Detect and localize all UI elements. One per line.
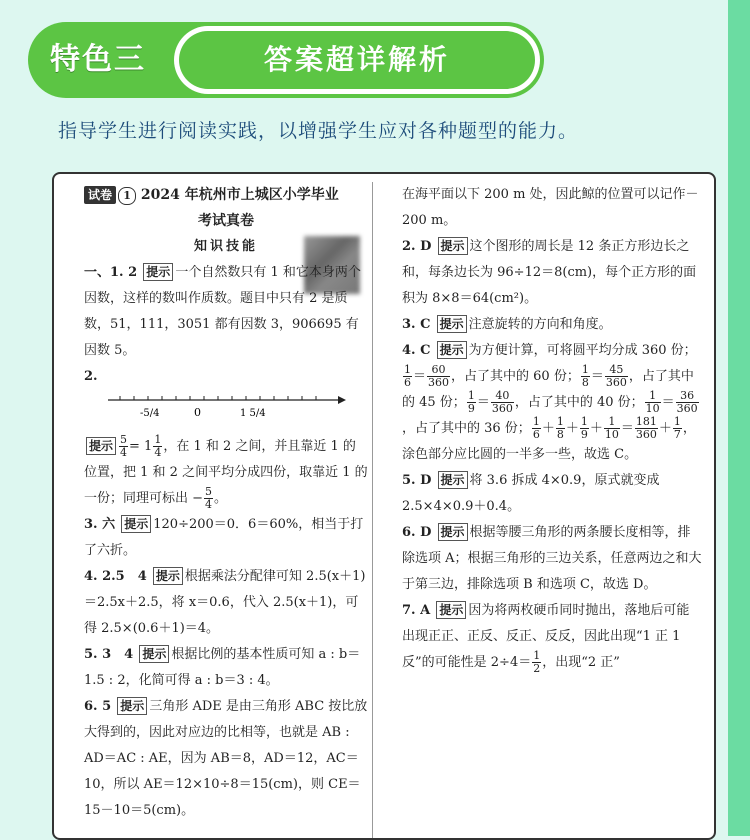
answer-r7 bbox=[402, 598, 702, 676]
q6-text: 三角形 ADE 是由三角形 ABC 按比放大得到的，因此对应边的比相等，也就是 AB : AD＝AC : AE，因为 AB＝8，AD＝12，AC＝10，所以 AE＝12×10÷8＝15(cm)，则 CE＝15－10＝5(cm)。 bbox=[84, 699, 368, 818]
fraction: $\frac{5}{4}$ bbox=[120, 433, 128, 459]
fraction: $\frac{1}{9}$ bbox=[467, 389, 475, 415]
exam-title bbox=[84, 182, 368, 208]
hint-label: 提示 bbox=[153, 567, 183, 585]
hint-label: 提示 bbox=[438, 471, 468, 489]
hint-label: 提示 bbox=[121, 515, 151, 533]
hint-label: 提示 bbox=[438, 237, 468, 255]
q2-text-a: = 1 bbox=[129, 439, 153, 454]
answer-r6 bbox=[402, 520, 702, 598]
hint-label: 提示 bbox=[437, 341, 467, 359]
r7-tail: ，出现“2 正” bbox=[542, 655, 620, 670]
q1-number: 一、1. 2 bbox=[84, 265, 138, 280]
tick-label: 1 5/4 bbox=[240, 408, 266, 419]
fraction: $\frac{1}{6}$ bbox=[404, 363, 411, 389]
answer-q4 bbox=[84, 564, 368, 642]
answer-r5 bbox=[402, 468, 702, 520]
hint-label: 提示 bbox=[139, 645, 169, 663]
number-line bbox=[106, 390, 368, 434]
answer-q3 bbox=[84, 512, 368, 564]
q1-text: 一个自然数只有 1 和它本身两个因数，这样的数叫作质数。题目中只有 2 是质数，51，111，3051 都有因数 3，906695 有因数 5。 bbox=[84, 265, 361, 358]
r4-text-a: ，占了其中的 60 份； bbox=[451, 369, 580, 384]
q2-explanation: 提示 $\frac{5}{4}$ = 1 $\frac{1}{4}$ ，在 1 和 2 之间，并且靠近 1 的位置，把 1 和 2 之间平均分成四份，取靠近 1 的一份；同理可标出 − $\frac{5}{4}$ 。 bbox=[84, 433, 368, 511]
subtitle: 指导学生进行阅读实践，以增强学生应对各种题型的能力。 bbox=[58, 120, 579, 142]
answer-page bbox=[52, 172, 716, 840]
q6-number: 6. 5 bbox=[84, 699, 112, 714]
exam-badge: 试卷 bbox=[84, 186, 116, 204]
fraction: $\frac{1}{4}$ bbox=[154, 433, 162, 459]
number-line-graphic bbox=[106, 390, 346, 434]
r4-text-c: ，占了其中的 40 份； bbox=[514, 395, 644, 410]
fraction: $\frac{60}{360}$ bbox=[428, 363, 450, 389]
hint-label: 提示 bbox=[86, 437, 116, 455]
r3-text: 注意旋转的方向和角度。 bbox=[468, 317, 612, 332]
exam-number: 1 bbox=[118, 187, 136, 205]
q2-text-b: ，在 1 和 2 之间，并且靠近 1 的位置，把 1 和 2 之间平均分成四份，取靠近 1 的一份；同理可标出 − bbox=[84, 439, 368, 506]
r4-text: 为方便计算，可将圆平均分成 360 份； bbox=[468, 343, 697, 358]
r2-text: 这个图形的周长是 12 条正方形边长之和，每条边长为 96÷12＝8(cm)，每个正方形的面积为 8×8＝64(cm²)。 bbox=[402, 239, 697, 306]
fraction: $\frac{181}{360}$ bbox=[635, 415, 657, 441]
section-heading: 知识技能 bbox=[193, 239, 258, 254]
fraction: $\frac{1}{2}$ bbox=[533, 649, 541, 675]
answer-r4: 4. C 提示 为方便计算，可将圆平均分成 360 份； $\frac{1}{6}$ ＝ $\frac{60}{360}$ ，占了其中的 60 份； $\frac{1}{8}$ ＝ $\frac{45}{360}$ ，占了其中的 45 份； $\frac{1}{9}$ ＝ $\frac{40}{360}$ ，占了其中的 40 份； $\frac{1}{10}$ ＝ $\frac{36}{360}$ ，占了其中的 36 份； $\frac{1}{6}$ ＋ $\frac{1}{8}$ ＋ $\frac{1}{9}$ ＋ $\frac{1}{10}$ ＝ $\frac{181}{360}$ ＋ $\frac{1}{7}$ ，涂色部分应比圆的一半多一些，故选 C。 bbox=[402, 343, 698, 462]
fraction: $\frac{45}{360}$ bbox=[605, 363, 627, 389]
continued-text: 在海平面以下 200 m 处，因此鲸的位置可以记作－200 m。 bbox=[402, 187, 699, 228]
r7-text: 因为将两枚硬币同时抛出，落地后可能出现正正、正反、反正、反反，因此出现“1 正 1 反”的可能性是 2÷4＝ bbox=[402, 603, 690, 670]
q3-text: 120÷200＝0．6＝60%，相当于打了六折。 bbox=[84, 517, 364, 558]
column-divider bbox=[372, 182, 373, 840]
fraction: $\frac{1}{8}$ bbox=[581, 363, 589, 389]
fraction: $\frac{5}{4}$ bbox=[205, 485, 213, 511]
tick-label: 0 bbox=[194, 406, 201, 419]
r5-text: 将 3.6 拆成 4×0.9，原式就变成 2.5×4×0.9＋0.4。 bbox=[402, 473, 660, 514]
answer-q5 bbox=[84, 642, 368, 694]
q5-number: 5. 3 4 bbox=[84, 647, 134, 662]
r4-text-e: ，涂色部分应比圆的一半多一些，故选 C。 bbox=[402, 421, 696, 462]
q5-text: 根据比例的基本性质可知 a : b＝1.5 : 2，化简可得 a : b＝3 : 4。 bbox=[84, 647, 361, 688]
answer-q6 bbox=[84, 694, 368, 824]
exam-title-line1: 2024 年杭州市上城区小学毕业 bbox=[140, 187, 339, 203]
tick-label: -5/4 bbox=[140, 408, 160, 419]
r4-text-b: ，占了其中的 45 份； bbox=[402, 369, 694, 410]
fraction: $\frac{1}{8}$ bbox=[556, 415, 564, 441]
fraction: $\frac{1}{7}$ bbox=[673, 415, 681, 441]
r4-text-d: ，占了其中的 36 份； bbox=[402, 421, 531, 436]
hint-label: 提示 bbox=[438, 523, 468, 541]
feature-banner bbox=[28, 22, 544, 98]
hint-label: 提示 bbox=[437, 315, 467, 333]
q2-number: 2. bbox=[84, 369, 98, 384]
exam-title-line2: 考试真卷 bbox=[198, 213, 254, 229]
r3-number: 3. C bbox=[402, 317, 431, 332]
fraction: $\frac{36}{360}$ bbox=[676, 389, 698, 415]
answer-q2 bbox=[84, 364, 368, 512]
r4-number: 4. C bbox=[402, 343, 431, 358]
q3-number: 3. 六 bbox=[84, 517, 116, 532]
fraction: $\frac{1}{9}$ bbox=[580, 415, 588, 441]
banner-title: 答案超详解析 bbox=[179, 31, 535, 89]
hint-label: 提示 bbox=[436, 601, 466, 619]
answer-r3 bbox=[402, 312, 702, 338]
q4-text: 根据乘法分配律可知 2.5(x＋1)＝2.5x＋2.5，将 x＝0.6，代入 2.5(x＋1)，可得 2.5×(0.6＋1)＝4。 bbox=[84, 569, 366, 636]
left-column bbox=[84, 182, 368, 824]
fraction: $\frac{1}{6}$ bbox=[532, 415, 540, 441]
fraction: $\frac{1}{10}$ bbox=[604, 415, 619, 441]
right-decor-stripe bbox=[728, 0, 750, 836]
fraction: $\frac{40}{360}$ bbox=[491, 389, 513, 415]
r7-number: 7. A bbox=[402, 603, 431, 618]
banner-tag: 特色三 bbox=[50, 42, 146, 77]
r6-text: 根据等腰三角形的两条腰长度相等，排除选项 A；根据三角形的三边关系，任意两边之和大于第三边，排除选项 B 和选项 C，故选 D。 bbox=[402, 525, 702, 592]
r2-number: 2. D bbox=[402, 239, 432, 254]
answer-q1 bbox=[84, 260, 368, 364]
r6-number: 6. D bbox=[402, 525, 432, 540]
hint-label: 提示 bbox=[117, 697, 147, 715]
right-column bbox=[402, 182, 702, 676]
r5-number: 5. D bbox=[402, 473, 432, 488]
answer-r2 bbox=[402, 234, 702, 312]
q4-number: 4. 2.5 4 bbox=[84, 569, 147, 584]
hint-label: 提示 bbox=[143, 263, 173, 281]
fraction: $\frac{1}{10}$ bbox=[645, 389, 660, 415]
